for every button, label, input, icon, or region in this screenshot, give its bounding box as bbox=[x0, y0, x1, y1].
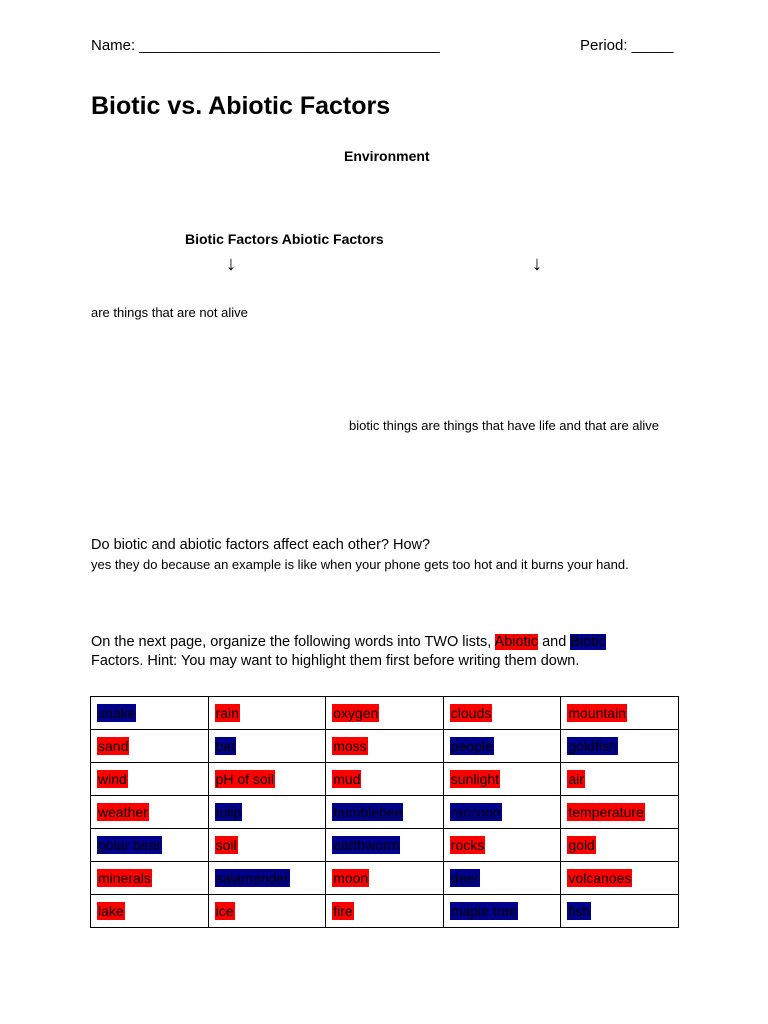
word-abiotic: air bbox=[568, 771, 584, 787]
instructions-line-2: Factors. Hint: You may want to highlight them first before writing them down. bbox=[91, 653, 580, 669]
page-title: Biotic vs. Abiotic Factors bbox=[91, 92, 391, 120]
table-cell bbox=[208, 895, 326, 928]
word-abiotic: volcanoes bbox=[568, 870, 632, 886]
table-cell bbox=[561, 895, 679, 928]
word-abiotic: moss bbox=[333, 738, 367, 754]
table-cell bbox=[326, 697, 444, 730]
table-cell bbox=[326, 829, 444, 862]
table-cell bbox=[561, 829, 679, 862]
word-abiotic: clouds bbox=[450, 705, 492, 721]
table-cell bbox=[443, 697, 561, 730]
table-cell bbox=[561, 796, 679, 829]
biotic-definition: biotic things are things that have life and that are alive bbox=[349, 418, 660, 433]
table-cell bbox=[208, 697, 326, 730]
word-biotic: tulip bbox=[215, 804, 242, 820]
word-table bbox=[90, 696, 679, 928]
word-biotic: people bbox=[450, 738, 493, 754]
name-field-label: Name: ____________________________________ bbox=[91, 37, 440, 54]
word-biotic: goldfish bbox=[568, 738, 617, 754]
table-cell bbox=[91, 697, 209, 730]
table-cell bbox=[561, 763, 679, 796]
down-arrow-icon: ↓ bbox=[532, 253, 542, 275]
word-biotic: raccoon bbox=[450, 804, 501, 820]
table-cell bbox=[208, 796, 326, 829]
instructions-prefix: On the next page, organize the following words into TWO lists, bbox=[91, 634, 495, 650]
word-abiotic: weather bbox=[98, 804, 148, 820]
word-biotic: deer bbox=[450, 870, 479, 886]
word-abiotic: ice bbox=[215, 903, 234, 919]
instructions-and: and bbox=[538, 634, 571, 650]
table-cell bbox=[91, 763, 209, 796]
table-row bbox=[91, 862, 679, 895]
table-cell bbox=[561, 697, 679, 730]
table-row bbox=[91, 730, 679, 763]
table-cell bbox=[443, 763, 561, 796]
word-abiotic: oxygen bbox=[333, 705, 379, 721]
word-biotic: bumblebee bbox=[333, 804, 403, 820]
answer-text: yes they do because an example is like when your phone gets too hot and it burns your hand. bbox=[91, 557, 629, 572]
word-abiotic: mud bbox=[333, 771, 361, 787]
table-row bbox=[91, 829, 679, 862]
table-cell bbox=[561, 862, 679, 895]
word-abiotic: sand bbox=[98, 738, 129, 754]
word-abiotic: wind bbox=[98, 771, 127, 787]
table-cell bbox=[208, 829, 326, 862]
table-cell bbox=[443, 730, 561, 763]
down-arrow-icon: ↓ bbox=[226, 253, 236, 275]
question-text: Do biotic and abiotic factors affect each other? How? bbox=[91, 537, 431, 553]
word-biotic: snake bbox=[98, 705, 136, 721]
table-cell bbox=[326, 763, 444, 796]
table-cell bbox=[91, 796, 209, 829]
word-abiotic: mountain bbox=[568, 705, 626, 721]
table-cell bbox=[208, 730, 326, 763]
table-cell bbox=[326, 895, 444, 928]
word-abiotic: rain bbox=[215, 705, 239, 721]
table-cell bbox=[443, 862, 561, 895]
table-cell bbox=[326, 862, 444, 895]
word-biotic: fish bbox=[568, 903, 591, 919]
word-biotic: bat bbox=[215, 738, 236, 754]
table-row bbox=[91, 763, 679, 796]
table-cell bbox=[91, 862, 209, 895]
word-abiotic: lake bbox=[98, 903, 124, 919]
table-cell bbox=[326, 796, 444, 829]
table-cell bbox=[326, 730, 444, 763]
table-cell bbox=[443, 796, 561, 829]
table-cell bbox=[443, 895, 561, 928]
instructions-line-1 bbox=[91, 634, 606, 650]
table-cell bbox=[91, 730, 209, 763]
word-biotic: earthworm bbox=[333, 837, 400, 853]
table-row bbox=[91, 796, 679, 829]
word-biotic: polar bear bbox=[98, 837, 162, 853]
table-row bbox=[91, 895, 679, 928]
abiotic-highlight-word: Abiotic bbox=[494, 634, 539, 650]
table-cell bbox=[561, 730, 679, 763]
environment-label: Environment bbox=[344, 148, 430, 164]
factors-heading: Biotic Factors Abiotic Factors bbox=[185, 231, 384, 247]
word-abiotic: rocks bbox=[450, 837, 485, 853]
word-abiotic: sunlight bbox=[450, 771, 500, 787]
word-biotic: salamander bbox=[215, 870, 289, 886]
word-abiotic: moon bbox=[333, 870, 369, 886]
table-cell bbox=[91, 895, 209, 928]
biotic-highlight-word: Biotic bbox=[570, 634, 606, 650]
word-biotic: maple tree bbox=[450, 903, 517, 919]
word-abiotic: temperature bbox=[568, 804, 644, 820]
table-cell bbox=[91, 829, 209, 862]
period-field-label: Period: _____ bbox=[580, 37, 674, 54]
table-cell bbox=[208, 862, 326, 895]
word-abiotic: pH of soil bbox=[215, 771, 274, 787]
word-abiotic: fire bbox=[333, 903, 353, 919]
table-row bbox=[91, 697, 679, 730]
table-cell bbox=[443, 829, 561, 862]
word-abiotic: gold bbox=[568, 837, 595, 853]
table-cell bbox=[208, 763, 326, 796]
abiotic-definition: are things that are not alive bbox=[91, 305, 248, 320]
word-abiotic: minerals bbox=[98, 870, 151, 886]
word-abiotic: soil bbox=[215, 837, 237, 853]
